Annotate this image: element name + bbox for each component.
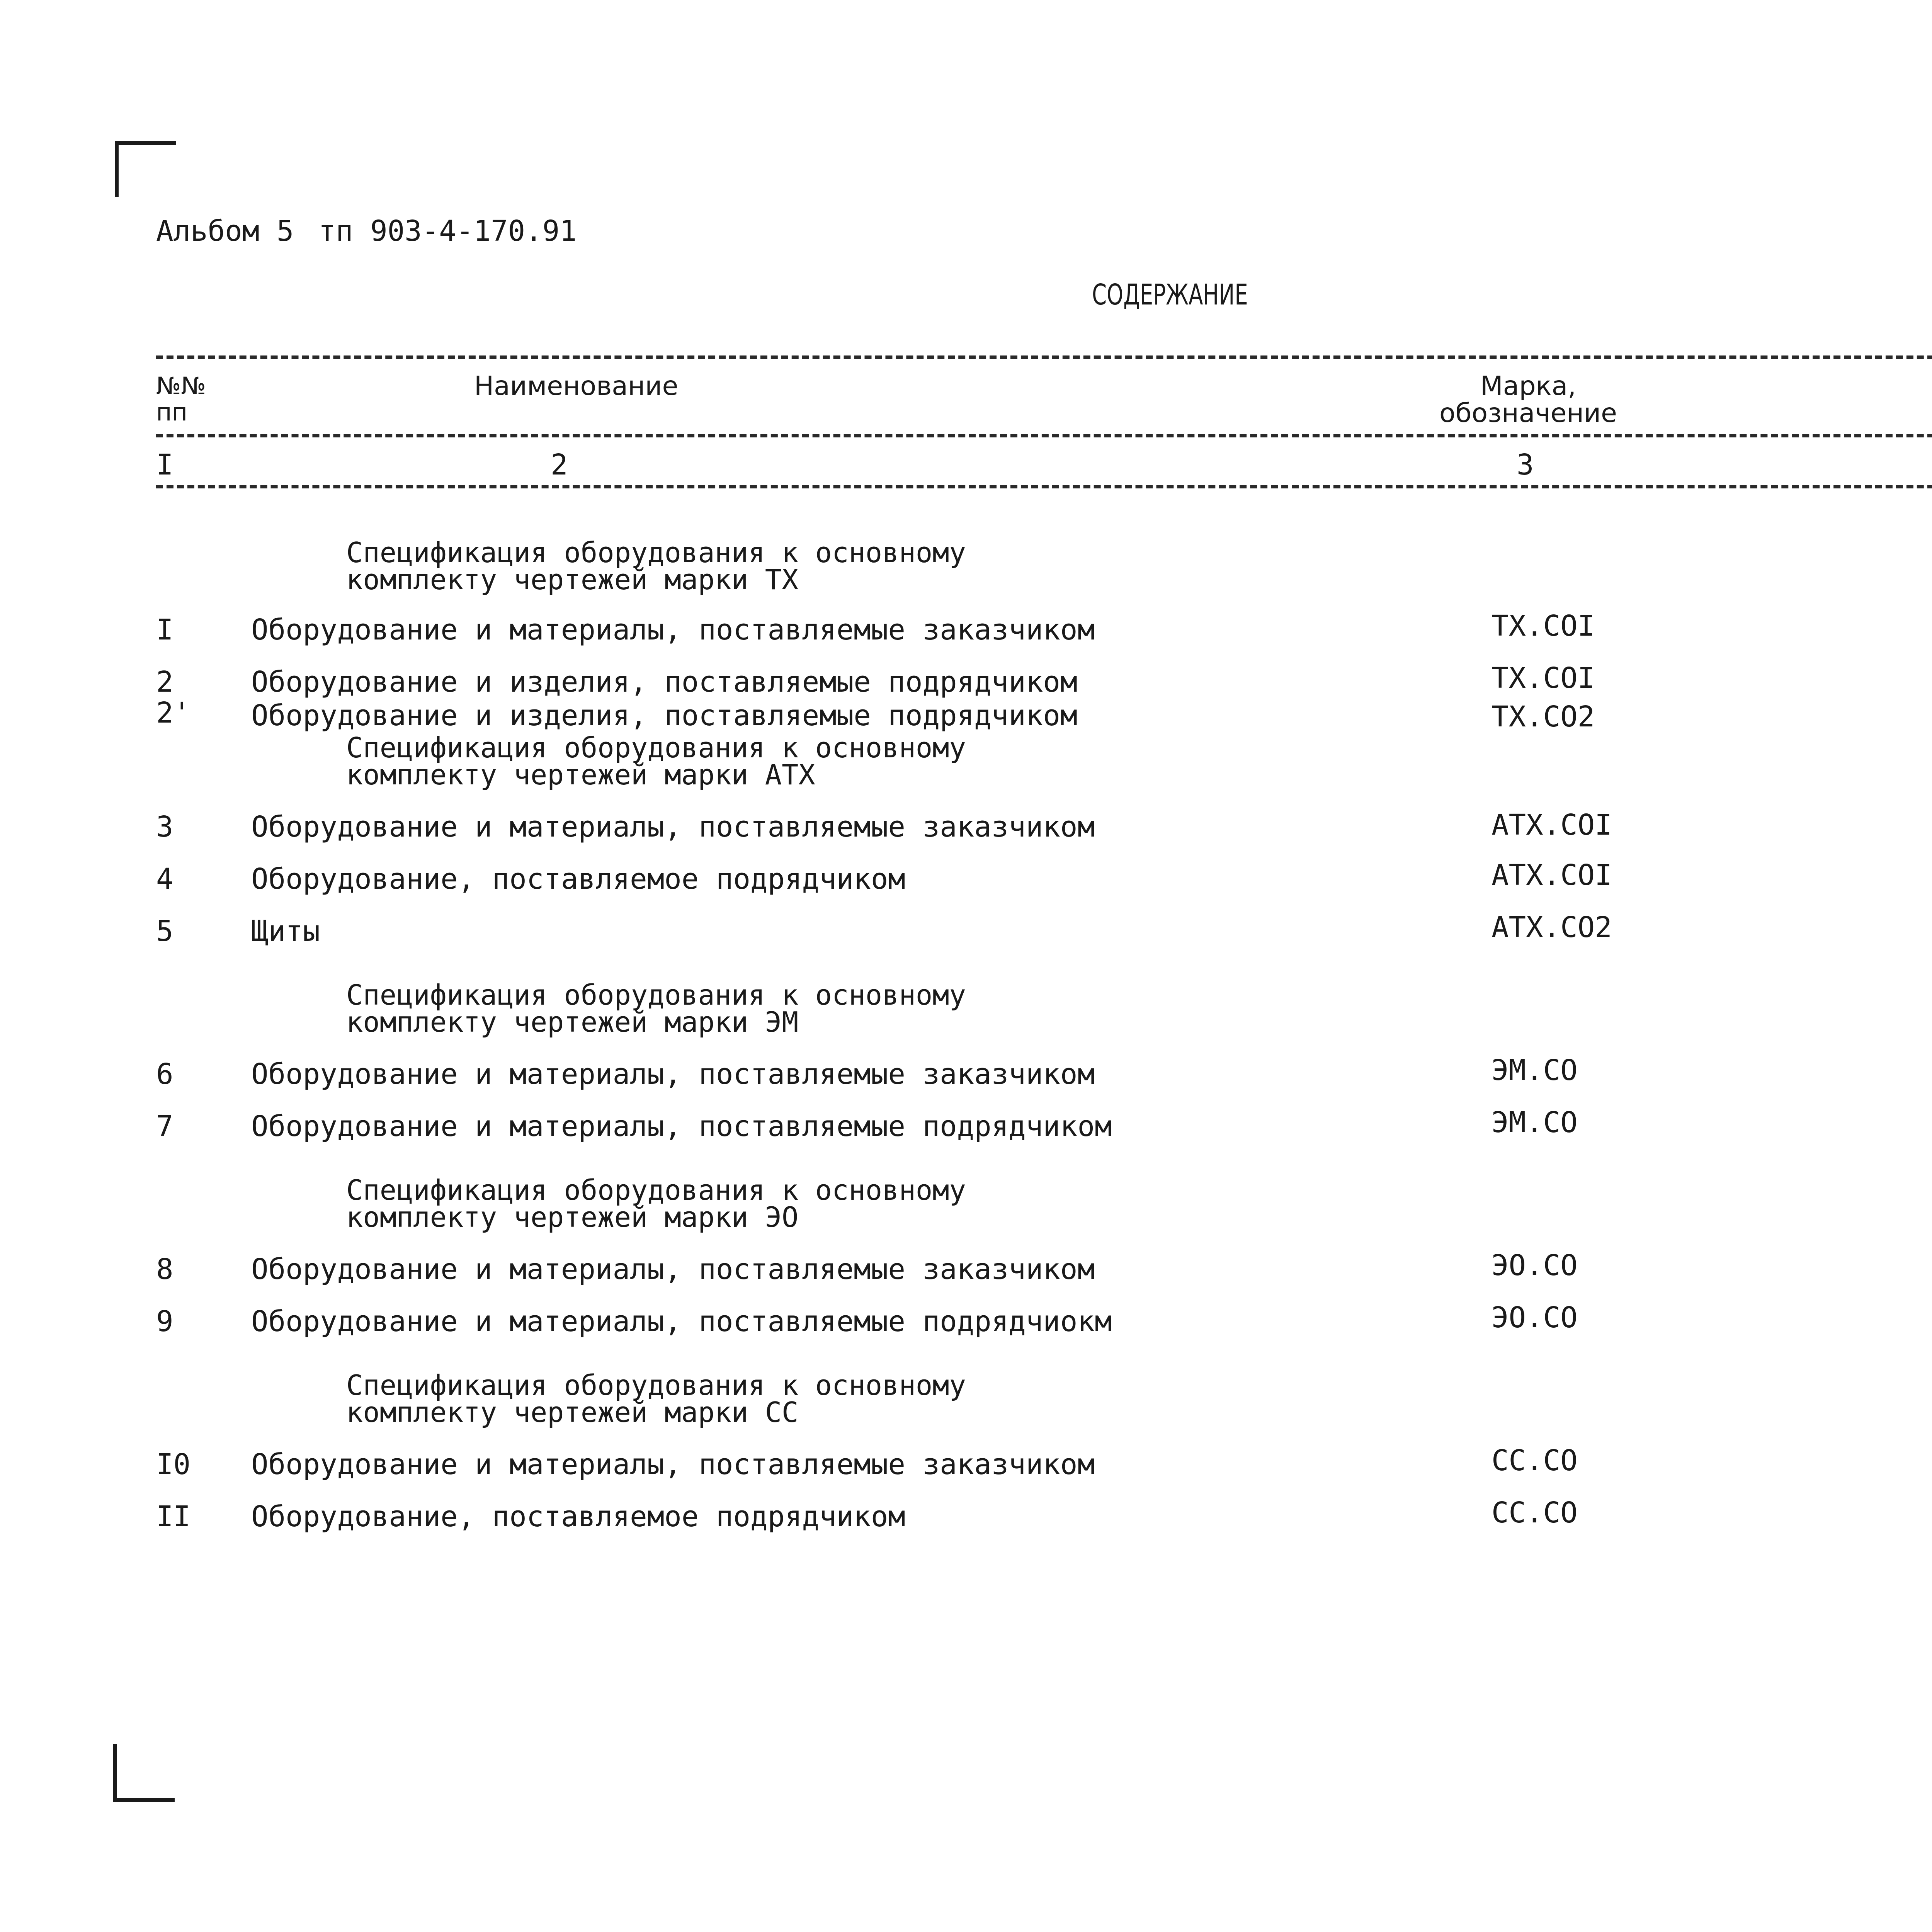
section-heading-atx <box>346 731 966 791</box>
row-number: 9 <box>156 1305 173 1338</box>
row-number: 4 <box>156 862 173 896</box>
column-header-mark-line1: Марка, <box>1480 371 1576 401</box>
document-header <box>156 214 577 248</box>
row-name: Оборудование и материалы, поставляемые заказчиком <box>251 1448 1095 1481</box>
section-heading-line: комплекту чертежей марки ТХ <box>346 563 799 596</box>
row-mark: АТХ.СОI <box>1492 859 1612 892</box>
row-mark: СС.СО <box>1492 1444 1578 1477</box>
row-mark: ЭО.СО <box>1492 1249 1578 1282</box>
row-name: Оборудование, поставляемое подрядчиком <box>251 862 905 896</box>
row-mark: ТХ.СОI <box>1492 609 1595 643</box>
page-title: СОДЕРЖАНИЕ <box>1092 278 1248 311</box>
row-name: Оборудование и материалы, поставляемые заказчиком <box>251 1253 1095 1286</box>
column-header-num-line1: №№ <box>156 372 206 400</box>
column-number-1: I <box>156 448 173 481</box>
row-name: Оборудование и материалы, поставляемые заказчиком <box>251 810 1095 844</box>
row-name: Оборудование и материалы, поставляемые заказчиком <box>251 1058 1095 1091</box>
column-header-num <box>156 373 206 425</box>
row-number: 6 <box>156 1058 173 1091</box>
row-number: 3 <box>156 810 173 844</box>
column-number-2: 2 <box>551 448 568 481</box>
section-heading-tx <box>346 536 966 596</box>
row-number: I0 <box>156 1448 191 1481</box>
section-heading-em <box>346 981 966 1036</box>
section-heading-line: Спецификация оборудования к основному <box>346 979 966 1011</box>
section-heading-eo <box>346 1174 966 1233</box>
project-code: тп 903-4-170.91 <box>318 214 577 248</box>
row-name: Щиты <box>251 915 320 948</box>
row-mark: ТХ.СОI <box>1492 662 1595 695</box>
column-number-3: 3 <box>1517 448 1534 481</box>
row-name: Оборудование, поставляемое подрядчиком <box>251 1500 905 1533</box>
row-mark: ТХ.СО2 <box>1492 700 1595 733</box>
row-number: 7 <box>156 1110 173 1143</box>
table-rule-middle <box>156 434 1932 437</box>
row-name: Оборудование и материалы, поставляемые заказчиком <box>251 613 1095 646</box>
row-name: Оборудование и материалы, поставляемые подрядчиокм <box>251 1305 1112 1338</box>
row-number: II <box>156 1500 191 1533</box>
section-heading-line: Спецификация оборудования к основному <box>346 1369 966 1401</box>
row-mark: ЭМ.СО <box>1492 1106 1578 1139</box>
column-header-mark-line2: обозначение <box>1439 398 1617 429</box>
row-number: 8 <box>156 1253 173 1286</box>
section-heading-line: Спецификация оборудования к основному <box>346 731 966 764</box>
row-number: I <box>156 613 173 646</box>
section-heading-line: комплекту чертежей марки СС <box>346 1396 799 1429</box>
corner-mark-bottom-left <box>113 1744 175 1802</box>
row-number: 5 <box>156 915 173 948</box>
row-name: Оборудование и изделия, поставляемые подрядчиком <box>251 665 1078 699</box>
row-name: Оборудование и изделия, поставляемые подрядчиком <box>251 699 1078 732</box>
section-heading-line: Спецификация оборудования к основному <box>346 1174 966 1206</box>
row-number: 2 <box>156 665 173 699</box>
row-mark: ЭО.СО <box>1492 1301 1578 1334</box>
section-heading-line: комплекту чертежей марки АТХ <box>346 759 815 791</box>
row-mark: СС.СО <box>1492 1496 1578 1529</box>
row-number: 2' <box>156 696 191 730</box>
column-header-num-line2: пп <box>156 398 188 426</box>
row-mark: ЭМ.СО <box>1492 1054 1578 1087</box>
column-header-name: Наименование <box>474 371 679 401</box>
row-name: Оборудование и материалы, поставляемые подрядчиком <box>251 1110 1112 1143</box>
section-heading-line: комплекту чертежей марки ЭМ <box>346 1006 799 1038</box>
row-mark: АТХ.СО2 <box>1492 911 1612 944</box>
album-label: Альбом 5 <box>156 214 294 248</box>
table-rule-top <box>156 355 1932 359</box>
section-heading-line: комплекту чертежей марки ЭО <box>346 1201 799 1233</box>
section-heading-line: Спецификация оборудования к основному <box>346 536 966 569</box>
corner-mark-top-left <box>115 141 176 197</box>
section-heading-cc <box>346 1369 966 1429</box>
table-rule-bottom <box>156 485 1932 488</box>
row-mark: АТХ.СОI <box>1492 808 1612 842</box>
column-header-mark <box>1439 373 1617 427</box>
